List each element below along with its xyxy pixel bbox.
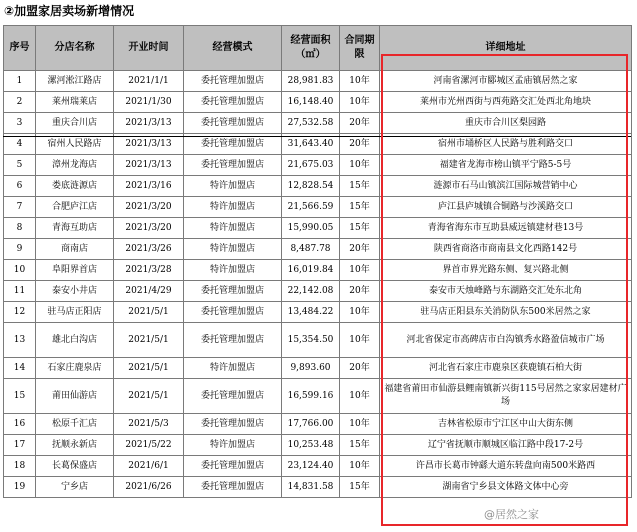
table-row [4, 134, 632, 155]
cell-name: 阜阳界首店 [36, 260, 114, 281]
table-row [4, 456, 632, 477]
cell-date: 2021/1/1 [114, 71, 184, 92]
cell-no: 9 [4, 239, 36, 260]
cell-term: 10年 [340, 302, 380, 323]
cell-mode: 委托管理加盟店 [184, 477, 282, 498]
cell-no: 16 [4, 414, 36, 435]
table-row [4, 302, 632, 323]
cell-area: 9,893.60 [282, 358, 340, 379]
cell-addr: 福建省莆田市仙游县鲤南镇新兴街115号居然之家家居建材广场 [380, 379, 632, 414]
cell-mode: 委托管理加盟店 [184, 71, 282, 92]
cell-mode: 委托管理加盟店 [184, 323, 282, 358]
cell-no: 15 [4, 379, 36, 414]
cell-addr: 界首市界光路东侧、复兴路北侧 [380, 260, 632, 281]
cell-addr: 湖南省宁乡县文体路文体中心旁 [380, 477, 632, 498]
header-term: 合同期限 [340, 26, 380, 71]
cell-mode: 特许加盟店 [184, 435, 282, 456]
cell-date: 2021/4/29 [114, 281, 184, 302]
cell-mode: 委托管理加盟店 [184, 92, 282, 113]
header-row [4, 26, 632, 71]
cell-date: 2021/3/20 [114, 218, 184, 239]
cell-area: 14,831.58 [282, 477, 340, 498]
table-row [4, 358, 632, 379]
cell-area: 10,253.48 [282, 435, 340, 456]
cell-name: 雄北白沟店 [36, 323, 114, 358]
cell-addr: 陕西省商洛市商南县文化西路142号 [380, 239, 632, 260]
cell-name: 青海互助店 [36, 218, 114, 239]
cell-addr: 河北省保定市高碑店市白沟镇秀水路盈信城市广场 [380, 323, 632, 358]
cell-term: 10年 [340, 92, 380, 113]
cell-mode: 特许加盟店 [184, 218, 282, 239]
cell-date: 2021/5/1 [114, 358, 184, 379]
table-row [4, 113, 632, 134]
cell-term: 20年 [340, 113, 380, 134]
cell-area: 16,148.40 [282, 92, 340, 113]
table-body [4, 71, 632, 498]
cell-term: 10年 [340, 379, 380, 414]
cell-term: 20年 [340, 239, 380, 260]
cell-no: 6 [4, 176, 36, 197]
cell-area: 23,124.40 [282, 456, 340, 477]
cell-addr: 吉林省松原市宁江区中山大街东侧 [380, 414, 632, 435]
cell-area: 21,566.59 [282, 197, 340, 218]
table-caption: ②加盟家居卖场新增情况 [4, 4, 135, 18]
cell-addr: 青海省海东市互助县威远镇建材巷13号 [380, 218, 632, 239]
header-date: 开业时间 [114, 26, 184, 71]
cell-addr: 驻马店正阳县东关消防队东500米居然之家 [380, 302, 632, 323]
cell-date: 2021/5/1 [114, 323, 184, 358]
franchise-stores-table [3, 25, 632, 498]
cell-name: 漯河淞江路店 [36, 71, 114, 92]
table-row [4, 414, 632, 435]
cell-addr: 涟源市石马山镇滨江国际城营销中心 [380, 176, 632, 197]
cell-date: 2021/3/13 [114, 155, 184, 176]
cell-addr: 重庆市合川区梨园路 [380, 113, 632, 134]
cell-name: 莱州瑞莱店 [36, 92, 114, 113]
cell-name: 松原千汇店 [36, 414, 114, 435]
cell-term: 15年 [340, 176, 380, 197]
cell-name: 合肥庐江店 [36, 197, 114, 218]
cell-name: 抚顺永新店 [36, 435, 114, 456]
cell-no: 8 [4, 218, 36, 239]
cell-no: 2 [4, 92, 36, 113]
table-row [4, 323, 632, 358]
header-name: 分店名称 [36, 26, 114, 71]
table-row [4, 281, 632, 302]
cell-term: 15年 [340, 218, 380, 239]
cell-no: 1 [4, 71, 36, 92]
cell-mode: 委托管理加盟店 [184, 281, 282, 302]
cell-area: 15,990.05 [282, 218, 340, 239]
cell-term: 10年 [340, 155, 380, 176]
cell-area: 13,484.22 [282, 302, 340, 323]
table-row [4, 197, 632, 218]
cell-area: 16,019.84 [282, 260, 340, 281]
header-mode: 经营模式 [184, 26, 282, 71]
cell-term: 20年 [340, 281, 380, 302]
cell-area: 8,487.78 [282, 239, 340, 260]
cell-mode: 委托管理加盟店 [184, 302, 282, 323]
cell-date: 2021/5/22 [114, 435, 184, 456]
table-row [4, 260, 632, 281]
cell-addr: 泰安市天烛峰路与东湖路交汇处东北角 [380, 281, 632, 302]
cell-no: 12 [4, 302, 36, 323]
cell-mode: 委托管理加盟店 [184, 155, 282, 176]
cell-no: 17 [4, 435, 36, 456]
cell-name: 石家庄鹿泉店 [36, 358, 114, 379]
cell-mode: 特许加盟店 [184, 358, 282, 379]
table-row [4, 239, 632, 260]
table-row [4, 71, 632, 92]
cell-date: 2021/5/1 [114, 379, 184, 414]
table-row [4, 92, 632, 113]
cell-mode: 委托管理加盟店 [184, 113, 282, 134]
table-header [4, 26, 632, 71]
cell-no: 10 [4, 260, 36, 281]
cell-mode: 特许加盟店 [184, 176, 282, 197]
cell-no: 3 [4, 113, 36, 134]
cell-area: 28,981.83 [282, 71, 340, 92]
cell-mode: 委托管理加盟店 [184, 456, 282, 477]
cell-area: 15,354.50 [282, 323, 340, 358]
header-no: 序号 [4, 26, 36, 71]
cell-area: 22,142.08 [282, 281, 340, 302]
cell-addr: 辽宁省抚顺市顺城区临江路中段17-2号 [380, 435, 632, 456]
table-row [4, 477, 632, 498]
cell-no: 13 [4, 323, 36, 358]
cell-addr: 莱州市光州西街与西苑路交汇处西北角地块 [380, 92, 632, 113]
cell-term: 20年 [340, 358, 380, 379]
cell-area: 21,675.03 [282, 155, 340, 176]
table-row [4, 379, 632, 414]
cell-name: 莆田仙游店 [36, 379, 114, 414]
cell-mode: 委托管理加盟店 [184, 379, 282, 414]
cell-term: 15年 [340, 477, 380, 498]
watermark-text: @居然之家 [484, 508, 539, 521]
cell-area: 27,532.58 [282, 113, 340, 134]
cell-term: 20年 [340, 134, 380, 155]
cell-no: 7 [4, 197, 36, 218]
cell-no: 11 [4, 281, 36, 302]
cell-date: 2021/6/26 [114, 477, 184, 498]
cell-addr: 庐江县庐城镇合铜路与沙溪路交口 [380, 197, 632, 218]
cell-term: 10年 [340, 323, 380, 358]
cell-date: 2021/3/20 [114, 197, 184, 218]
table-row [4, 218, 632, 239]
cell-date: 2021/1/30 [114, 92, 184, 113]
cell-term: 10年 [340, 71, 380, 92]
cell-area: 16,599.16 [282, 379, 340, 414]
table-row [4, 435, 632, 456]
cell-mode: 特许加盟店 [184, 239, 282, 260]
header-area: 经营面积（㎡） [282, 26, 340, 71]
cell-mode: 特许加盟店 [184, 260, 282, 281]
cell-area: 31,643.40 [282, 134, 340, 155]
cell-date: 2021/3/13 [114, 113, 184, 134]
cell-addr: 河南省漯河市郾城区孟庙镇居然之家 [380, 71, 632, 92]
cell-name: 重庆合川店 [36, 113, 114, 134]
cell-mode: 委托管理加盟店 [184, 134, 282, 155]
cell-name: 娄底涟源店 [36, 176, 114, 197]
cell-name: 长葛保盛店 [36, 456, 114, 477]
cell-date: 2021/3/26 [114, 239, 184, 260]
cell-term: 15年 [340, 197, 380, 218]
cell-date: 2021/3/13 [114, 134, 184, 155]
table-row [4, 155, 632, 176]
cell-name: 宁乡店 [36, 477, 114, 498]
cell-mode: 特许加盟店 [184, 197, 282, 218]
cell-no: 19 [4, 477, 36, 498]
cell-no: 14 [4, 358, 36, 379]
cell-area: 17,766.00 [282, 414, 340, 435]
cell-name: 宿州人民路店 [36, 134, 114, 155]
cell-name: 泰安小井店 [36, 281, 114, 302]
cell-name: 漳州龙海店 [36, 155, 114, 176]
cell-mode: 委托管理加盟店 [184, 414, 282, 435]
cell-term: 15年 [340, 435, 380, 456]
header-addr: 详细地址 [380, 26, 632, 71]
cell-name: 驻马店正阳店 [36, 302, 114, 323]
cell-no: 4 [4, 134, 36, 155]
cell-addr: 许昌市长葛市钟繇大道东转盘向南500米路西 [380, 456, 632, 477]
cell-date: 2021/5/1 [114, 302, 184, 323]
cell-addr: 宿州市埇桥区人民路与胜利路交口 [380, 134, 632, 155]
cell-date: 2021/3/16 [114, 176, 184, 197]
cell-no: 18 [4, 456, 36, 477]
cell-date: 2021/5/3 [114, 414, 184, 435]
cell-area: 12,828.54 [282, 176, 340, 197]
cell-term: 10年 [340, 456, 380, 477]
cell-no: 5 [4, 155, 36, 176]
cell-addr: 福建省龙海市榜山镇平宁路5-5号 [380, 155, 632, 176]
cell-term: 10年 [340, 260, 380, 281]
cell-name: 商南店 [36, 239, 114, 260]
cell-date: 2021/3/28 [114, 260, 184, 281]
cell-term: 10年 [340, 414, 380, 435]
cell-date: 2021/6/1 [114, 456, 184, 477]
cell-addr: 河北省石家庄市鹿泉区获鹿镇石柏大街 [380, 358, 632, 379]
table-row [4, 176, 632, 197]
